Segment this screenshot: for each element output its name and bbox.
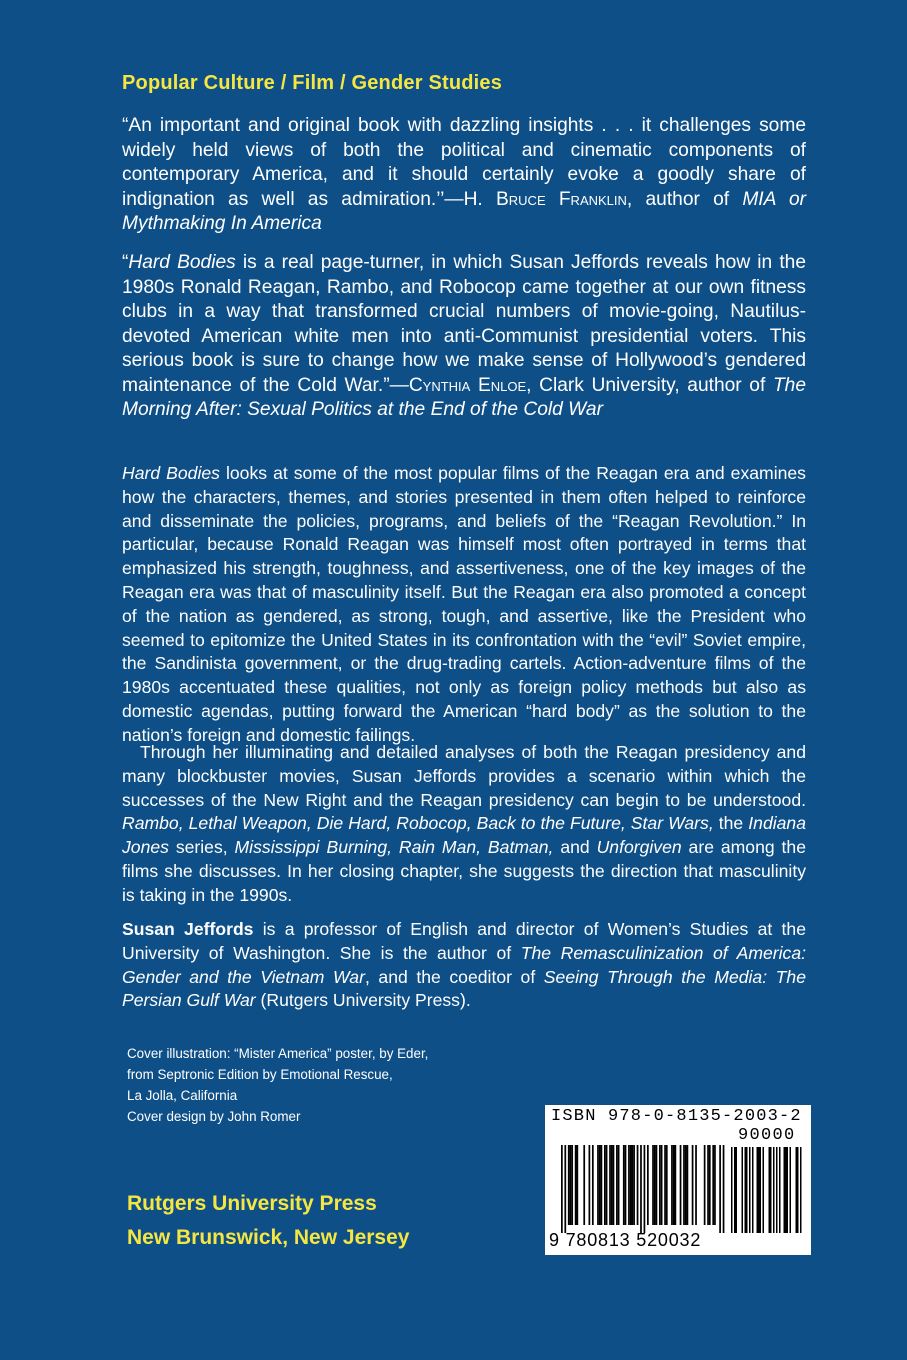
quote-book-title: MIA or Mythmaking In America [122, 188, 807, 234]
barcode-bar [632, 1145, 634, 1225]
addon-bar [745, 1147, 747, 1233]
film-list: Rambo, Lethal Weapon, Die Hard, Robocop, Back to the Future, Star Wars, [122, 813, 714, 834]
quote-enloe [122, 251, 806, 423]
addon-bar [749, 1147, 751, 1233]
category-label: Popular Culture / Film / Gender Studies [122, 72, 503, 94]
barcode-bar [685, 1145, 687, 1225]
addon-bar [760, 1147, 762, 1233]
quote-author: H. Bruce Franklin [463, 188, 627, 210]
barcode-bar [712, 1145, 714, 1225]
addon-bar [784, 1147, 786, 1233]
credit-line: La Jolla, California [127, 1088, 238, 1103]
barcode-bar [647, 1145, 649, 1225]
barcode-bar [692, 1145, 694, 1225]
barcode-bar [652, 1145, 654, 1225]
bio-text: (Rutgers University Press). [255, 990, 471, 1011]
barcode-bar [628, 1145, 630, 1225]
author-bio [122, 918, 806, 1013]
addon-bar [796, 1147, 798, 1233]
description-text: series, [168, 837, 235, 858]
isbn-barcode [545, 1105, 811, 1255]
barcode-bar [633, 1145, 635, 1225]
barcode-bar [630, 1145, 632, 1225]
addon-bar [773, 1147, 775, 1233]
barcode-bar [561, 1145, 563, 1233]
quote-author-note: , author of [626, 188, 743, 210]
barcode-bar [637, 1145, 639, 1225]
barcode-bar [575, 1145, 577, 1225]
barcode-bar [609, 1145, 611, 1225]
addon-bar [769, 1147, 771, 1233]
barcode-bar [564, 1145, 566, 1233]
addon-bar [757, 1147, 759, 1233]
barcode-bar [695, 1145, 697, 1225]
addon-bar [736, 1147, 738, 1233]
description-text: the [713, 813, 749, 834]
bio-book-title: The Remasculinization of America: Gender and the Vietnam War [122, 942, 806, 987]
barcode-bar [606, 1145, 608, 1225]
barcode-bar [613, 1145, 615, 1225]
publisher-name: Rutgers University Press [127, 1192, 377, 1215]
quote-text: is a real page-turner, in which Susan Jeffords reveals how in the 1980s Ronald Reagan, Rambo, and Robocop came together at our own fitness clubs in a way that transformed crucial numbers of movie-going, Nautilus-devoted American white men into anti-Communist presidential voters. This serious book is sure to change how we make sense of Hollywood’s gendered maintenance of the Cold War.”— [122, 252, 806, 396]
barcode-bar [671, 1145, 673, 1225]
addon-bar [776, 1147, 778, 1233]
barcode-bar [656, 1145, 658, 1225]
author-name: Susan Jeffords [122, 919, 254, 939]
bio-book-title: Seeing Through the Media: The Persian Gulf War [122, 966, 806, 1011]
barcode-bar [654, 1145, 656, 1225]
barcode-bar [625, 1145, 627, 1225]
quote-open-mark: “ [122, 252, 129, 273]
description-text: looks at some of the most popular films of the Reagan era and examines how the characters, themes, and stories presented in them often helped to reinforce and disseminate the policies, programs, and beliefs of the “Reagan Revolution.” In particular, because Ronald Reagan was himself most often portrayed in terms that emphasized his strength, toughness, and assertiveness, one of the key images of the Reagan era was that of masculinity itself. But the Reagan era also promoted a concept of the nation as gendered, as strong, tough, and assertive, like the President who seemed to epitomize the United States in its confrontation with the “evil” Soviet empire, the Sandinista government, or the drug-trading cartels. Action-adventure films of the 1980s accentuated these qualities, not only as foreign policy methods but also as domestic agendas, putting forward the American “hard body” as the solution to the nation’s foreign and domestic failings. [122, 463, 806, 745]
barcode-bar [611, 1145, 613, 1225]
addon-bar [752, 1147, 754, 1233]
barcode-bar [704, 1145, 706, 1225]
quote-franklin [122, 114, 806, 237]
barcode-bar [618, 1145, 620, 1225]
publisher-location: New Brunswick, New Jersey [127, 1226, 410, 1249]
ean-digits: 9 780813 520032 [549, 1230, 702, 1250]
price-code: 90000 [738, 1126, 796, 1145]
addon-bar [787, 1147, 789, 1233]
barcode-bar [592, 1145, 594, 1225]
description-text: are among the films she discusses. In her closing chapter, she suggests the direction that masculinity is taking in the 1990s. [122, 837, 806, 905]
barcode-bar [599, 1145, 601, 1225]
cover-credits [127, 1043, 428, 1127]
barcode-bar [714, 1145, 716, 1225]
barcode-bar [659, 1145, 661, 1225]
barcode-bar [675, 1145, 677, 1225]
addon-bar [758, 1147, 760, 1233]
barcode-bar [604, 1145, 606, 1225]
barcode-bar [719, 1145, 721, 1233]
film-title: Unforgiven [596, 837, 682, 858]
film-list: Mississippi Burning, Rain Man, Batman, [234, 837, 554, 858]
addon-bar [785, 1147, 787, 1233]
barcode-bar [576, 1145, 578, 1225]
addon-bar [800, 1147, 802, 1233]
addon-bar [797, 1147, 799, 1233]
barcode-bar [723, 1145, 725, 1233]
barcode-bar [571, 1145, 573, 1225]
credit-line: Cover illustration: “Mister America” poster, by Eder, [127, 1046, 429, 1061]
addon-bar [734, 1147, 736, 1233]
isbn-number: ISBN 978-0-8135-2003-2 [551, 1107, 802, 1126]
book-description-2 [122, 741, 806, 908]
quote-book-title: The Morning After: Sexual Politics at the End of the Cold War [122, 374, 807, 420]
film-title: Indiana Jones [122, 813, 806, 858]
book-description [122, 462, 806, 748]
barcode-bar [583, 1145, 585, 1225]
addon-bar [763, 1147, 765, 1233]
barcode-bar [570, 1145, 572, 1225]
addon-bar [770, 1147, 772, 1233]
barcode-bar [709, 1145, 711, 1225]
addon-bar [790, 1147, 792, 1233]
barcode-bar [664, 1145, 666, 1225]
barcode-bar [687, 1145, 689, 1225]
barcode-bar [616, 1145, 618, 1225]
barcode-bar [568, 1145, 570, 1225]
barcode-bar [661, 1145, 663, 1225]
quote-text: “An important and original book with dazzling insights . . . it challenges some widely held views of both the political and cinematic components of contemporary America, and it should certainly evoke a goodly share of indignation as well as admiration.’’— [122, 115, 806, 210]
credit-line: Cover design by John Romer [127, 1109, 301, 1124]
addon-bar [779, 1147, 781, 1233]
barcode-bar [623, 1145, 625, 1225]
book-title-inline: Hard Bodies [122, 463, 220, 483]
addon-bar [731, 1147, 733, 1233]
barcode-bar [707, 1145, 709, 1225]
credit-line: from Septronic Edition by Emotional Rescue, [127, 1067, 393, 1082]
barcode-bar [589, 1145, 591, 1225]
book-title-inline: Hard Bodies [128, 252, 236, 273]
quote-author-note: , Clark University, author of [526, 374, 773, 396]
barcode-bar [640, 1145, 642, 1233]
barcode-bar [597, 1145, 599, 1225]
bio-text: is a professor of English and director of Women’s Studies at the University of Washington. She is the author of [122, 919, 806, 963]
description-text: Through her illuminating and detailed analyses of both the Reagan presidency and many blockbuster movies, Susan Jeffords provides a scenario within which the successes of the New Right and the Reagan presidency can begin to be understood. [122, 742, 806, 810]
addon-bar [742, 1147, 744, 1233]
barcode-bar [666, 1145, 668, 1225]
quote-author: Cynthia Enloe [408, 374, 527, 396]
barcode-bar [601, 1145, 603, 1225]
barcode-bar [644, 1145, 646, 1233]
bio-text: , and the coeditor of [364, 966, 544, 987]
barcode-bar [683, 1145, 685, 1225]
addon-bar [746, 1147, 748, 1233]
description-text: and [553, 837, 597, 858]
publisher-block [127, 1187, 409, 1255]
barcode-bar [673, 1145, 675, 1225]
barcode-bar [680, 1145, 682, 1225]
